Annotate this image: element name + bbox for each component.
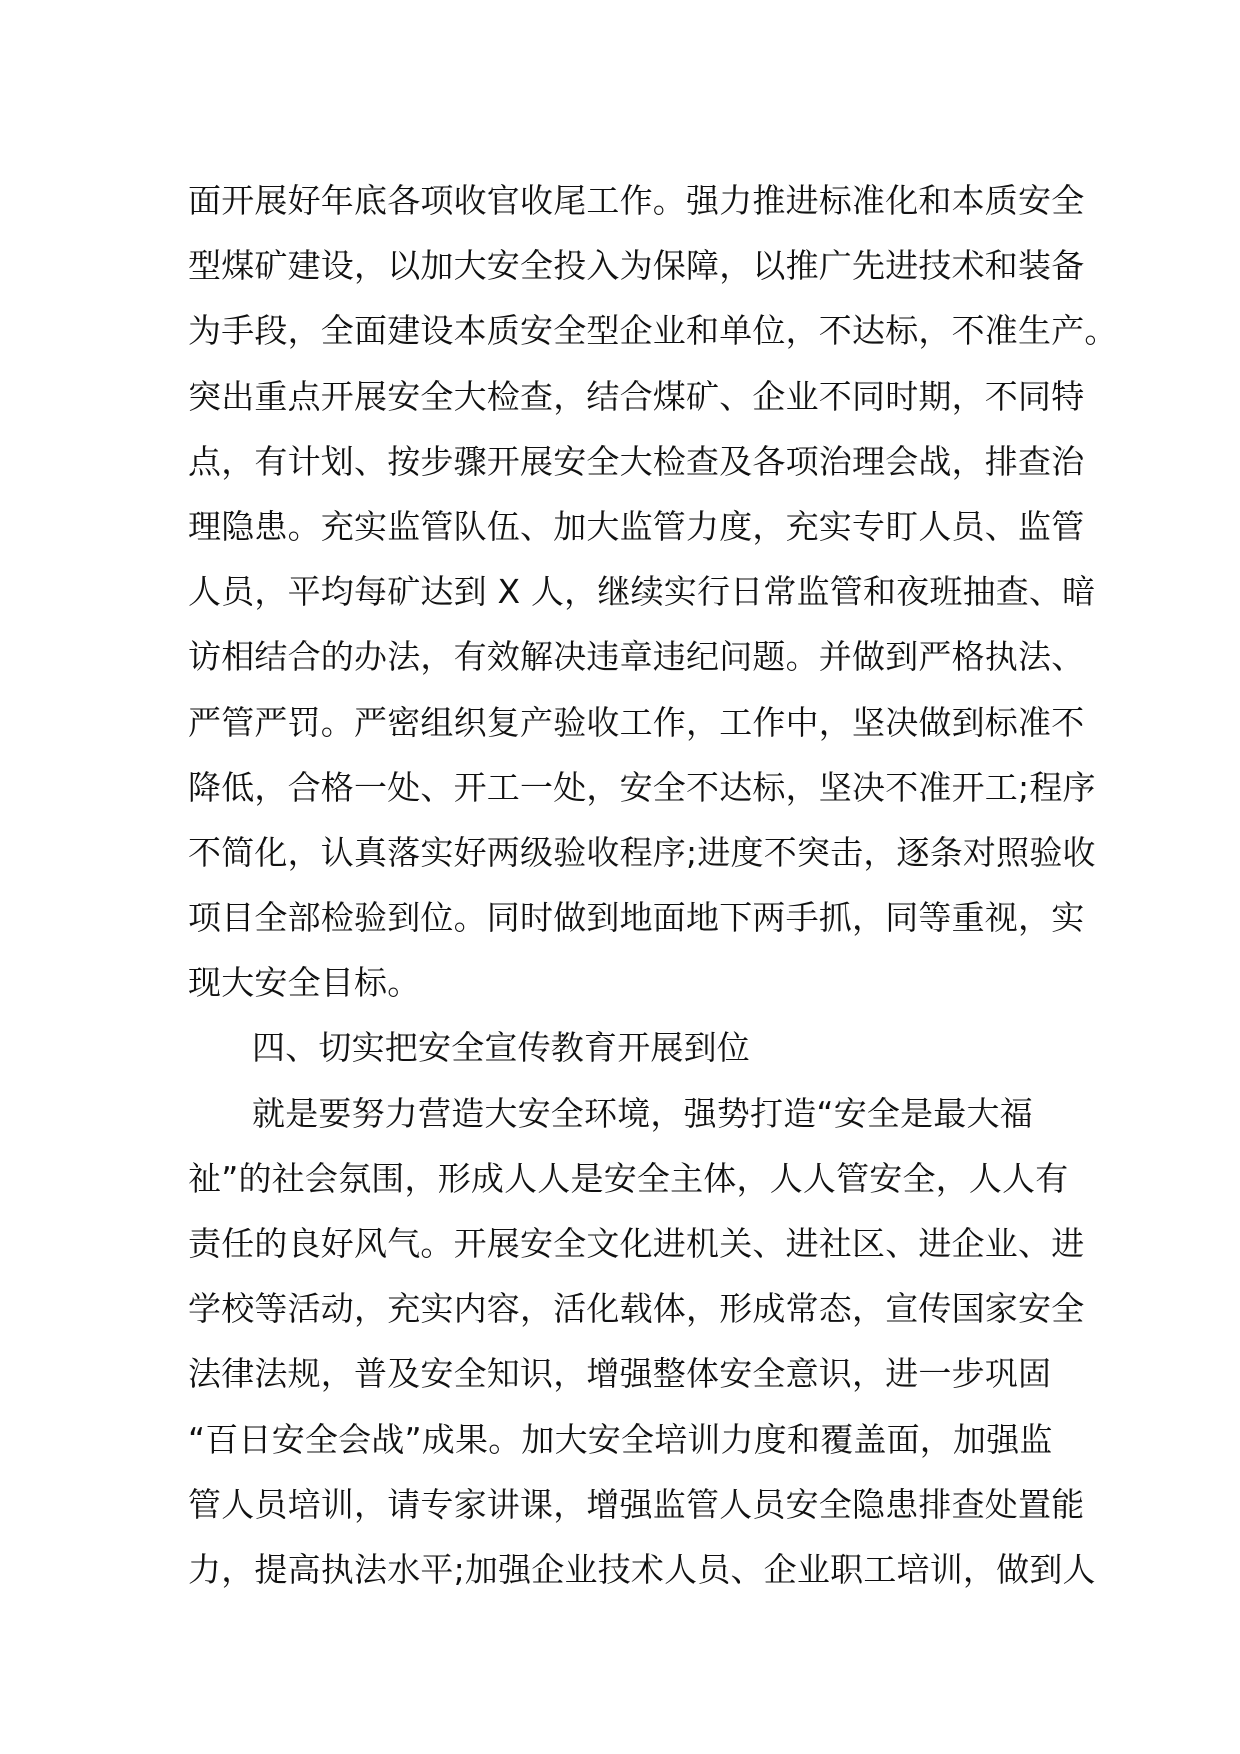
text-line: 严管严罚。严密组织复产验收工作，工作中，坚决做到标准不 <box>188 702 1085 742</box>
text-line: 点，有计划、按步骤开展安全大检查及各项治理会战，排查治 <box>188 441 1085 481</box>
text-line: 法律法规，普及安全知识，增强整体安全意识，进一步巩固 <box>188 1354 1052 1394</box>
text-line: 力，提高执法水平;加强企业技术人员、企业职工培训，做到人 <box>188 1549 1096 1589</box>
text-line: 管人员培训，请专家讲课，增强监管人员安全隐患排查处置能 <box>188 1484 1085 1524</box>
text-line: 学校等活动，充实内容，活化载体，形成常态，宣传国家安全 <box>188 1289 1085 1329</box>
text-line: “百日安全会战”成果。加大安全培训力度和覆盖面，加强监 <box>188 1419 1053 1459</box>
text-line: 项目全部检验到位。同时做到地面地下两手抓，同等重视，实 <box>188 898 1085 938</box>
text-line: 型煤矿建设，以加大安全投入为保障，以推广先进技术和装备 <box>188 246 1085 286</box>
text-line: 现大安全目标。 <box>188 963 421 1003</box>
paragraph-first-line: 就是要努力营造大安全环境，强势打造“安全是最大福 <box>252 1093 1033 1133</box>
section-heading: 四、切实把安全宣传教育开展到位 <box>252 1028 750 1068</box>
text-line: 人员，平均每矿达到 X 人，继续实行日常监管和夜班抽查、暗 <box>188 572 1096 612</box>
text-line: 面开展好年底各项收官收尾工作。强力推进标准化和本质安全 <box>188 181 1085 220</box>
text-line: 为手段，全面建设本质安全型企业和单位，不达标，不准生产。 <box>188 311 1118 351</box>
text-line: 理隐患。充实监管队伍、加大监管力度，充实专盯人员、监管 <box>188 506 1085 546</box>
body-text <box>188 168 1118 1602</box>
text-line: 祉”的社会氛围，形成人人是安全主体，人人管安全，人人有 <box>188 1158 1069 1198</box>
text-line: 突出重点开展安全大检查，结合煤矿、企业不同时期，不同特 <box>188 376 1085 416</box>
text-line: 访相结合的办法，有效解决违章违纪问题。并做到严格执法、 <box>188 637 1085 677</box>
text-line: 不简化，认真落实好两级验收程序;进度不突击，逐条对照验收 <box>188 832 1096 872</box>
text-line: 降低，合格一处、开工一处，安全不达标，坚决不准开工;程序 <box>188 767 1096 807</box>
text-line: 责任的良好风气。开展安全文化进机关、进社区、进企业、进 <box>188 1224 1085 1263</box>
